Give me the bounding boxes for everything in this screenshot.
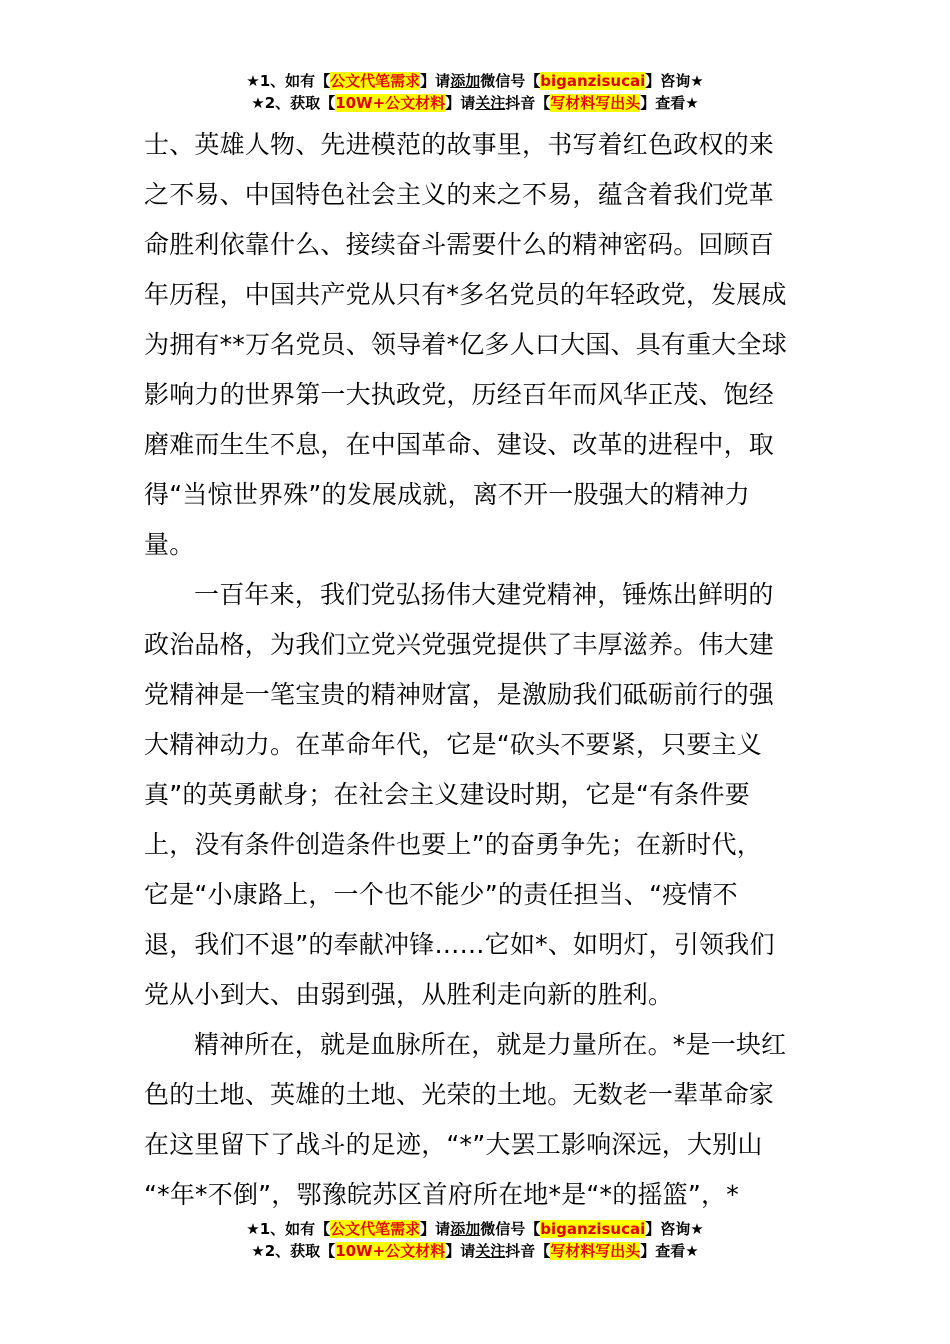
banner-text: ★2、获取【 [251, 94, 336, 112]
banner-text: 微信号【 [480, 1220, 541, 1238]
banner-text: 抖音【 [505, 1242, 551, 1260]
banner-text: ★1、如有【 [246, 1220, 331, 1238]
header-banner [0, 70, 950, 114]
banner-underline: 关注 [475, 94, 506, 112]
banner-text: ★1、如有【 [246, 72, 331, 90]
text-line: 影响力的世界第一大执政党，历经百年而风华正茂、饱经 [144, 380, 775, 409]
text-line: 磨难而生生不息，在中国革命、建设、改革的进程中，取 [144, 430, 775, 459]
banner-text: 】请 [445, 94, 476, 112]
paragraph [144, 120, 808, 570]
banner-text: 抖音【 [505, 94, 551, 112]
text-line: 士、英雄人物、先进模范的故事里，书写着红色政权的来 [144, 130, 775, 159]
banner-text: 】查看★ [640, 1242, 699, 1260]
footer-banner [0, 1218, 950, 1262]
paragraph [144, 570, 808, 1020]
banner-highlight: 公文代笔需求 [330, 72, 421, 90]
document-body [144, 120, 808, 1220]
text-line: 它是“小康路上，一个也不能少”的责任担当、“疫情不 [144, 880, 738, 909]
text-line: 在这里留下了战斗的足迹，“*”大罢工影响深远，大别山 [144, 1130, 763, 1159]
text-line: 色的土地、英雄的土地、光荣的土地。无数老一辈革命家 [144, 1080, 775, 1109]
banner-highlight: 公文代笔需求 [330, 1220, 421, 1238]
text-line: 党从小到大、由弱到强，从胜利走向新的胜利。 [144, 980, 674, 1009]
banner-highlight: biganzisucai [540, 72, 646, 90]
text-line: 得“当惊世界殊”的发展成就，离不开一股强大的精神力 [144, 480, 750, 509]
banner-text: 】请 [420, 1220, 451, 1238]
banner-line-2 [0, 92, 950, 114]
text-line: 量。 [144, 530, 195, 559]
banner-underline: 关注 [475, 1242, 506, 1260]
text-line: 为拥有**万名党员、领导着*亿多人口大国、具有重大全球 [144, 330, 787, 359]
banner-highlight: biganzisucai [540, 1220, 646, 1238]
banner-text: 】咨询★ [645, 1220, 704, 1238]
banner-text: 】查看★ [640, 94, 699, 112]
text-line: 大精神动力。在革命年代，它是“砍头不要紧，只要主义 [144, 730, 762, 759]
paragraph [144, 1020, 808, 1220]
text-line: “*年*不倒”，鄂豫皖苏区首府所在地*是“*的摇篮”，* [144, 1180, 739, 1209]
banner-text: 】请 [420, 72, 451, 90]
text-line: 上，没有条件创造条件也要上”的奋勇争先；在新时代， [144, 830, 762, 859]
banner-underline: 添加 [450, 72, 481, 90]
text-line: 退，我们不退”的奉献冲锋……它如*、如明灯，引领我们 [144, 930, 775, 959]
banner-text: 微信号【 [480, 72, 541, 90]
banner-line-1 [0, 70, 950, 92]
text-line: 精神所在，就是血脉所在，就是力量所在。*是一块红 [194, 1030, 787, 1059]
text-line: 政治品格，为我们立党兴党强党提供了丰厚滋养。伟大建 [144, 630, 775, 659]
banner-highlight: 10W+公文材料 [335, 1242, 446, 1260]
text-line: 命胜利依靠什么、接续奋斗需要什么的精神密码。回顾百 [144, 230, 775, 259]
text-line: 真”的英勇献身；在社会主义建设时期，它是“有条件要 [144, 780, 750, 809]
text-line: 党精神是一笔宝贵的精神财富，是激励我们砥砺前行的强 [144, 680, 775, 709]
banner-text: ★2、获取【 [251, 1242, 336, 1260]
banner-text: 】咨询★ [645, 72, 704, 90]
banner-line-2 [0, 1240, 950, 1262]
banner-highlight: 写材料写出头 [550, 94, 641, 112]
text-line: 之不易、中国特色社会主义的来之不易，蕴含着我们党革 [144, 180, 775, 209]
banner-highlight: 写材料写出头 [550, 1242, 641, 1260]
text-line: 年历程，中国共产党从只有*多名党员的年轻政党，发展成 [144, 280, 787, 309]
banner-line-1 [0, 1218, 950, 1240]
banner-highlight: 10W+公文材料 [335, 94, 446, 112]
banner-underline: 添加 [450, 1220, 481, 1238]
text-line: 一百年来，我们党弘扬伟大建党精神，锤炼出鲜明的 [194, 580, 774, 609]
banner-text: 】请 [445, 1242, 476, 1260]
